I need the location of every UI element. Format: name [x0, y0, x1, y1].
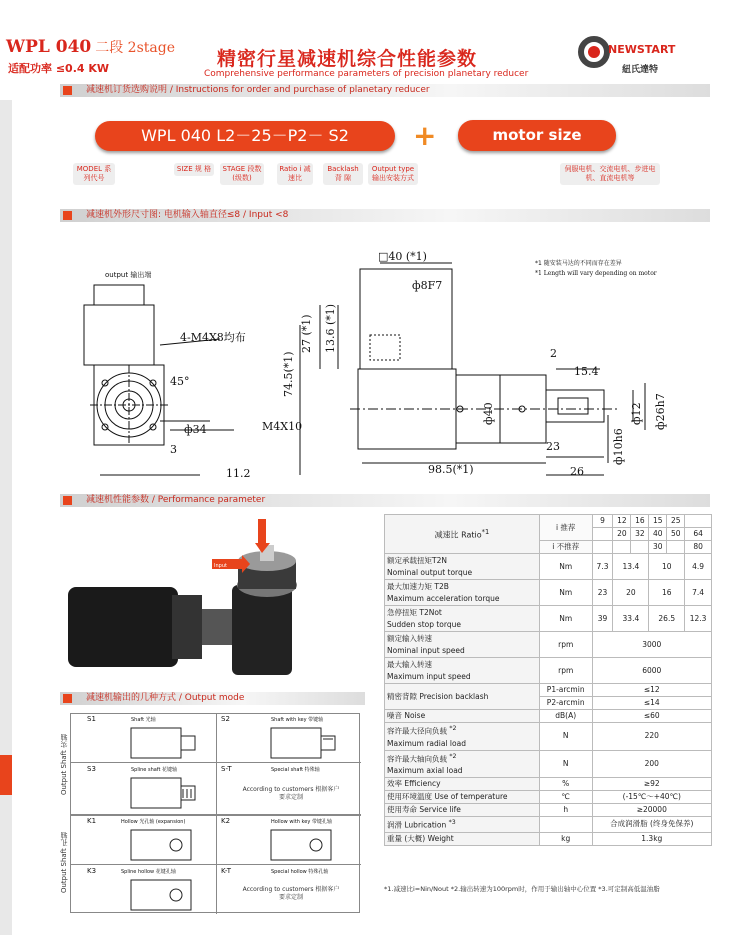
- dim-27: 27 (*1): [300, 314, 313, 353]
- table-footnote: *1.减速比i=Nin/Nout *2.输出转速为100rpm时，作用于输出轴中心位置 *3.可定制高低温油脂: [384, 885, 660, 893]
- dim-98-5: 98.5(*1): [428, 463, 474, 476]
- ratio-header: 减速比 Ratio$^{*1}$: [385, 515, 540, 554]
- logo-ring-icon: [578, 36, 610, 68]
- dim-11-2: 11.2: [226, 467, 251, 480]
- param-label: 容许最大径向负载 $^{*2}$ Maximum radial load: [385, 723, 540, 751]
- value-cell: 13.4: [613, 554, 649, 580]
- section-bar-perf: 减速机性能参数 / Performance parameter: [60, 494, 710, 507]
- unit-cell: rpm: [539, 632, 592, 658]
- ratio-cell: 64: [685, 528, 712, 541]
- param-label: 效率 Efficiency: [385, 778, 540, 791]
- value-cell: 20: [613, 580, 649, 606]
- section-bar-output: 减速机输出的几种方式 / Output mode: [60, 692, 365, 705]
- tag-stage: STAGE 段数 (级数): [220, 163, 264, 185]
- table-row: [385, 684, 712, 697]
- mode-code-k2: K2: [221, 817, 231, 825]
- dim-23: 23: [546, 440, 560, 453]
- output-label: output 输出端: [105, 271, 152, 279]
- unit-cell: rpm: [539, 658, 592, 684]
- mode-caption-k3: Spline hollow 花键孔轴: [121, 869, 176, 875]
- ratio-cell: 50: [667, 528, 685, 541]
- param-label: 使用环境温度 Use of temperature: [385, 791, 540, 804]
- logo-cn: 紐氏達特: [622, 65, 659, 75]
- section-bar-dims: 减速机外形尺寸图: 电机输入轴直径≤8 / Input <8: [60, 209, 710, 222]
- table-row: [385, 723, 712, 751]
- ratio-cell: 15: [649, 515, 667, 528]
- ratio-cell: 40: [649, 528, 667, 541]
- ratio-cell: [631, 541, 649, 554]
- value-cell: 6000: [592, 658, 711, 684]
- dim-13-6: 13.6 (*1): [324, 303, 337, 353]
- ratio-recommended-label: i 推荐: [539, 515, 592, 541]
- mode-code-s2: S2: [221, 715, 230, 723]
- mode-caption-k2: Hollow with key 带键孔轴: [271, 819, 332, 825]
- page-title: 精密行星减速机综合性能参数: [217, 48, 478, 70]
- input-arrow-label: Input: [214, 563, 227, 569]
- param-label: 精密背隙 Precision backlash: [385, 684, 540, 710]
- param-label: 额定承载扭矩T2N Nominal output torque: [385, 554, 540, 580]
- unit-cell: ℃: [539, 791, 592, 804]
- value-cell: 7.3: [592, 554, 613, 580]
- value-cell: 23: [592, 580, 613, 606]
- dim-m4x10: M4X10: [262, 420, 303, 433]
- ratio-cell: 12: [613, 515, 631, 528]
- param-label: 润滑 Lubrication $^{*3}$: [385, 817, 540, 833]
- table-row: [385, 632, 712, 658]
- mode-code-s1: S1: [87, 715, 96, 723]
- dim-phi10h6: ф10h6: [612, 428, 625, 465]
- value-cell: (-15℃～+40℃): [592, 791, 711, 804]
- ratio-cell: 20: [613, 528, 631, 541]
- unit-cell: [539, 817, 592, 833]
- motor-size-pill: motor size: [458, 120, 616, 151]
- value-cell: 12.3: [685, 606, 712, 632]
- dim-4-m4x8: 4-M4X8均布: [180, 331, 246, 344]
- ratio-cell: [613, 541, 631, 554]
- table-row: [385, 580, 712, 606]
- param-label: 使用寿命 Service life: [385, 804, 540, 817]
- value-cell: 200: [592, 750, 711, 778]
- plus-icon: +: [413, 119, 437, 152]
- side-label-hollow: Output Shaft 孔轴: [60, 832, 68, 894]
- table-row: [385, 710, 712, 723]
- param-label: 重量 (大概) Weight: [385, 832, 540, 845]
- unit-cell: N: [539, 723, 592, 751]
- dim-3: 3: [170, 443, 177, 456]
- product-photo: [62, 515, 382, 695]
- mode-code-st: S-T: [221, 765, 232, 773]
- unit-cell: h: [539, 804, 592, 817]
- value-cell: 1.3kg: [592, 832, 711, 845]
- value-cell: 4.9: [685, 554, 712, 580]
- value-cell: 39: [592, 606, 613, 632]
- mode-code-s3: S3: [87, 765, 96, 773]
- mode-code-k1: K1: [87, 817, 97, 825]
- mode-caption-k1: Hollow 光孔轴 (expansion): [121, 819, 186, 825]
- custom-note-shaft: According to customers 根据客户要求定制: [242, 786, 340, 801]
- ratio-cell: 16: [631, 515, 649, 528]
- unit-cell: %: [539, 778, 592, 791]
- table-row: [385, 791, 712, 804]
- unit-cell: P2-arcmin: [539, 697, 592, 710]
- ratio-cell: 25: [667, 515, 685, 528]
- ratio-cell: [667, 541, 685, 554]
- left-strip: [0, 100, 12, 935]
- param-label: 急停扭矩 T2Not Sudden stop torque: [385, 606, 540, 632]
- dim-2: 2: [550, 347, 557, 360]
- dim-15-4: 15.4: [574, 365, 599, 378]
- table-row: [385, 606, 712, 632]
- value-cell: 3000: [592, 632, 711, 658]
- order-code-pill: WPL 040 L2－25－P2－ S2: [95, 121, 395, 151]
- table-row: [385, 750, 712, 778]
- ratio-cell: 9: [592, 515, 613, 528]
- mode-caption-kt: Special hollow 特殊孔轴: [271, 869, 329, 875]
- page-subtitle: Comprehensive performance parameters of precision planetary reducer: [204, 69, 529, 79]
- drawing-note-cn: *1 随安装马达的不同而存在差异: [535, 260, 622, 267]
- table-row: [385, 778, 712, 791]
- side-label-solid: Output Shaft 实轴: [60, 734, 68, 796]
- table-row: [385, 804, 712, 817]
- dim-74-5: 74.5(*1): [282, 351, 295, 397]
- section-bar-order: 减速机订货选购说明 / Instructions for order and purchase of planetary reducer: [60, 84, 710, 97]
- value-cell: 合成润滑脂 (终身免保养): [592, 817, 711, 833]
- mode-caption-s3: Spline shaft 花键轴: [131, 767, 178, 773]
- ratio-cell: 32: [631, 528, 649, 541]
- ratio-cell: [685, 515, 712, 528]
- value-cell: 10: [649, 554, 685, 580]
- value-cell: ≤60: [592, 710, 711, 723]
- mode-code-k3: K3: [87, 867, 97, 875]
- value-cell: ≤12: [592, 684, 711, 697]
- tag-backlash: Backlash 背 隙: [323, 163, 363, 185]
- unit-cell: Nm: [539, 554, 592, 580]
- ratio-cell: 80: [685, 541, 712, 554]
- tag-output-type: Output type 输出安装方式: [368, 163, 418, 185]
- dim-45-deg: 45°: [170, 375, 190, 388]
- param-label: 最大输入转速 Maximum input speed: [385, 658, 540, 684]
- unit-cell: N: [539, 750, 592, 778]
- dim-phi8: ф8F7: [412, 279, 443, 292]
- custom-note-hollow: According to customers 根据客户要求定制: [242, 886, 340, 901]
- output-mode-grid: [60, 713, 360, 913]
- dim-phi34: ф34: [184, 423, 207, 436]
- tag-motor-types: 伺服电机、交流电机、步进电机、直流电机等: [560, 163, 660, 185]
- unit-cell: kg: [539, 832, 592, 845]
- mode-caption-st: Special shaft 特殊轴: [271, 767, 320, 773]
- value-cell: 16: [649, 580, 685, 606]
- dim-26: 26: [570, 465, 584, 478]
- drawing-note-en: *1 Length will vary depending on motor: [535, 270, 657, 277]
- value-cell: ≥92: [592, 778, 711, 791]
- dim-phi26h7: ф26h7: [654, 393, 667, 430]
- param-label: 噪音 Noise: [385, 710, 540, 723]
- logo-name: NEWSTART: [608, 43, 676, 56]
- unit-cell: Nm: [539, 580, 592, 606]
- power-rating: 适配功率 ≤0.4 KW: [8, 62, 110, 75]
- tag-size: SIZE 规 格: [174, 163, 214, 176]
- unit-cell: dB(A): [539, 710, 592, 723]
- value-cell: ≥20000: [592, 804, 711, 817]
- table-row: [385, 554, 712, 580]
- shaft-drawings: [71, 714, 361, 914]
- param-label: 容许最大轴向负载 $^{*2}$ Maximum axial load: [385, 750, 540, 778]
- ratio-cell: [592, 541, 613, 554]
- unit-cell: P1-arcmin: [539, 684, 592, 697]
- dimension-drawing: [60, 225, 720, 490]
- dim-square-40: □40 (*1): [378, 250, 427, 263]
- ratio-not-recommended-label: i 不推荐: [539, 541, 592, 554]
- tag-model: MODEL 系列代号: [73, 163, 115, 185]
- dim-phi12: ф12: [630, 402, 643, 425]
- dim-phi40: ф40: [482, 402, 495, 425]
- param-label: 额定输入转速 Nominal input speed: [385, 632, 540, 658]
- mode-caption-s2: Shaft with key 带键轴: [271, 717, 324, 723]
- mode-code-kt: K-T: [221, 867, 232, 875]
- param-label: 最大加速力矩 T2B Maximum acceleration torque: [385, 580, 540, 606]
- performance-table: [384, 514, 712, 846]
- table-row: [385, 817, 712, 833]
- left-strip-highlight: [0, 755, 12, 795]
- value-cell: 7.4: [685, 580, 712, 606]
- mode-caption-s1: Shaft 光轴: [131, 717, 156, 723]
- value-cell: 26.5: [649, 606, 685, 632]
- value-cell: ≤14: [592, 697, 711, 710]
- value-cell: 33.4: [613, 606, 649, 632]
- table-row: [385, 658, 712, 684]
- unit-cell: Nm: [539, 606, 592, 632]
- value-cell: 220: [592, 723, 711, 751]
- ratio-cell: [592, 528, 613, 541]
- table-row: [385, 832, 712, 845]
- product-brand: WPL 040 二段 2stage: [6, 37, 175, 57]
- company-logo: [578, 34, 698, 79]
- ratio-cell: 30: [649, 541, 667, 554]
- tag-ratio: Ratio i 减速比: [277, 163, 313, 185]
